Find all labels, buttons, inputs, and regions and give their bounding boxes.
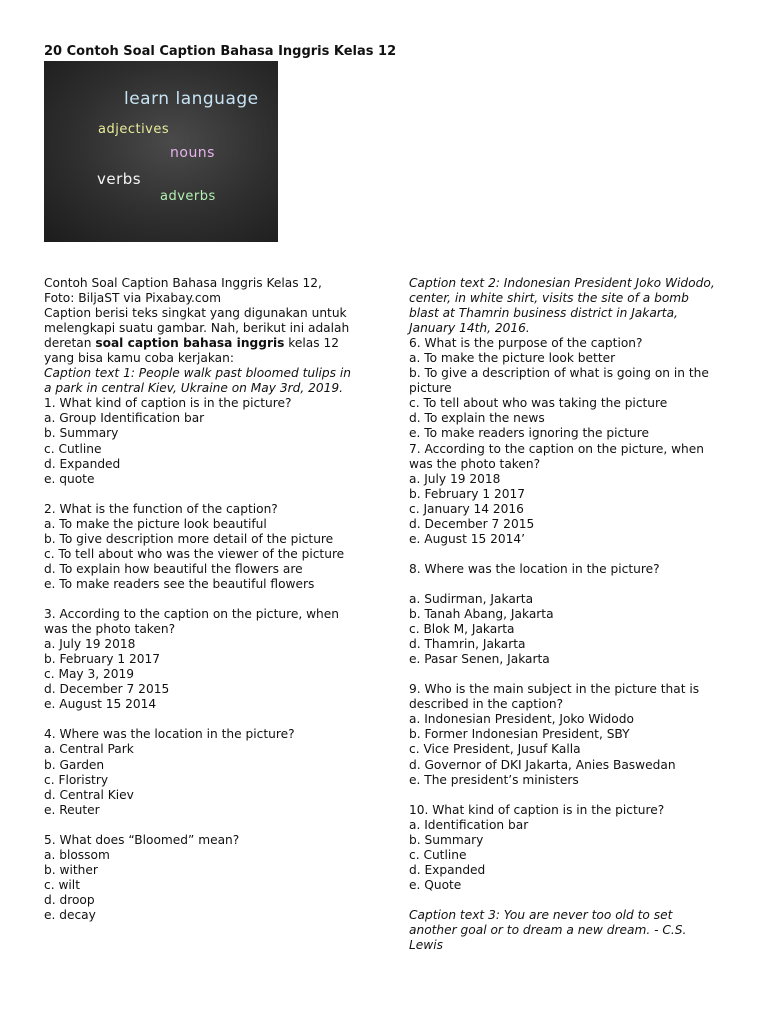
caption-text-3: another goal or to dream a new dream. - C.S. (409, 923, 687, 938)
spacer (44, 818, 364, 833)
answer-option: e. August 15 2014’ (409, 531, 526, 546)
question-1: 1. What kind of caption is in the picture? (44, 396, 292, 411)
question-3: 3. According to the caption on the picture, when (44, 607, 340, 622)
question-2: 2. What is the function of the caption? (44, 501, 278, 516)
answer-option: e. August 15 2014 (44, 697, 157, 712)
document-title: 20 Contoh Soal Caption Bahasa Inggris Kelas 12 (44, 44, 397, 59)
spacer (409, 788, 739, 803)
answer-option: b. Garden (44, 757, 105, 772)
answer-option: d. December 7 2015 (44, 682, 170, 697)
answer-option: e. Pasar Senen, Jakarta (409, 652, 550, 667)
chalk-word-adjectives: adjectives (98, 122, 170, 137)
answer-option: d. Thamrin, Jakarta (409, 637, 526, 652)
intro-text: kelas 12 (284, 336, 339, 351)
answer-option: e. To make readers ignoring the picture (409, 426, 649, 441)
right-column (409, 276, 739, 953)
answer-option: a. To make the picture look better (409, 351, 616, 366)
caption-text-1: a park in central Kiev, Ukraine on May 3rd, 2019. (44, 381, 343, 396)
intro-text: deretan (44, 336, 96, 351)
answer-option: e. Quote (409, 877, 462, 892)
answer-option: b. Tanah Abang, Jakarta (409, 607, 554, 622)
spacer (44, 592, 364, 607)
answer-option: d. Central Kiev (44, 787, 134, 802)
answer-option: a. Group Identification bar (44, 411, 205, 426)
answer-option: a. Central Park (44, 742, 134, 757)
chalk-word-verbs: verbs (97, 170, 142, 188)
photo-credit-line: Foto: BiljaST via Pixabay.com (44, 291, 221, 306)
answer-option: b. Former Indonesian President, SBY (409, 727, 630, 742)
question-7: 7. According to the caption on the picture, when (409, 441, 705, 456)
answer-option: d. Expanded (44, 456, 121, 471)
caption-text-2: Caption text 2: Indonesian President Joko Widodo, (409, 276, 715, 290)
answer-option: b. February 1 2017 (409, 486, 526, 501)
question-9: 9. Who is the main subject in the picture that is (409, 682, 700, 697)
answer-option: c. May 3, 2019 (44, 667, 135, 682)
answer-option: e. The president’s ministers (409, 772, 579, 787)
answer-option: a. To make the picture look beautiful (44, 516, 267, 531)
caption-text-2: January 14th, 2016. (409, 321, 530, 336)
answer-option: a. Identification bar (409, 817, 529, 832)
answer-option: c. To tell about who was the viewer of the picture (44, 546, 345, 561)
spacer (409, 667, 739, 682)
answer-option: c. Cutline (409, 847, 467, 862)
chalk-word-adverbs: adverbs (160, 189, 216, 204)
chalk-word-nouns: nouns (170, 145, 215, 161)
question-5: 5. What does “Bloomed” mean? (44, 832, 240, 847)
intro-line: Caption berisi teks singkat yang digunakan untuk (44, 306, 347, 321)
intro-line (44, 336, 364, 351)
question-10: 10. What kind of caption is in the picture? (409, 802, 665, 817)
answer-option: d. December 7 2015 (409, 516, 535, 531)
answer-option: b. To give description more detail of the picture (44, 531, 334, 546)
intro-line: melengkapi suatu gambar. Nah, berikut ini adalah (44, 321, 350, 336)
question-7: was the photo taken? (409, 456, 541, 471)
answer-option: a. Sudirman, Jakarta (409, 591, 534, 606)
answer-option: b. wither (44, 862, 98, 877)
answer-option: e. quote (44, 471, 95, 486)
answer-option: c. Cutline (44, 441, 102, 456)
answer-option: a. blossom (44, 847, 110, 862)
answer-option: a. July 19 2018 (44, 637, 136, 652)
caption-text-1: Caption text 1: People walk past bloomed tulips in (44, 366, 351, 381)
question-9: described in the caption? (409, 697, 564, 712)
spacer (44, 487, 364, 502)
spacer (44, 712, 364, 727)
answer-option: a. Indonesian President, Joko Widodo (409, 712, 634, 727)
photo-caption-line: Contoh Soal Caption Bahasa Inggris Kelas 12, (44, 276, 322, 290)
answer-option: d. droop (44, 892, 95, 907)
chalk-word-learn-language: learn language (124, 89, 259, 109)
answer-option: c. January 14 2016 (409, 501, 524, 516)
answer-option: e. decay (44, 907, 96, 922)
answer-option: c. Blok M, Jakarta (409, 622, 515, 637)
answer-option: c. wilt (44, 877, 80, 892)
answer-option: d. Governor of DKI Jakarta, Anies Baswedan (409, 757, 676, 772)
caption-text-3: Caption text 3: You are never too old to set (409, 907, 673, 922)
answer-option: b. To give a description of what is going on in the (409, 366, 709, 381)
answer-option: e. To make readers see the beautiful flowers (44, 576, 315, 591)
question-4: 4. Where was the location in the picture? (44, 727, 295, 742)
intro-bold-text: soal caption bahasa inggris (95, 336, 285, 351)
intro-line: yang bisa kamu coba kerjakan: (44, 351, 234, 366)
question-8: 8. Where was the location in the picture? (409, 561, 660, 576)
answer-option: c. To tell about who was taking the picture (409, 396, 668, 411)
answer-option: d. To explain how beautiful the flowers are (44, 561, 303, 576)
answer-option: e. Reuter (44, 802, 100, 817)
spacer (409, 577, 739, 592)
answer-option: a. July 19 2018 (409, 471, 501, 486)
caption-text-3: Lewis (409, 938, 443, 953)
answer-option: c. Vice President, Jusuf Kalla (409, 742, 581, 757)
spacer (409, 893, 739, 908)
question-6: 6. What is the purpose of the caption? (409, 336, 643, 351)
chalkboard-photo (44, 61, 278, 242)
caption-text-2: blast at Thamrin business district in Jakarta, (409, 306, 678, 321)
left-column (44, 276, 364, 923)
answer-option: b. Summary (44, 426, 119, 441)
answer-option: b. February 1 2017 (44, 652, 161, 667)
answer-option: b. Summary (409, 832, 484, 847)
question-3: was the photo taken? (44, 622, 176, 637)
spacer (409, 547, 739, 562)
answer-option: picture (409, 381, 452, 396)
answer-option: d. Expanded (409, 862, 486, 877)
answer-option: d. To explain the news (409, 411, 545, 426)
answer-option: c. Floristry (44, 772, 109, 787)
caption-text-2: center, in white shirt, visits the site of a bomb (409, 291, 689, 306)
